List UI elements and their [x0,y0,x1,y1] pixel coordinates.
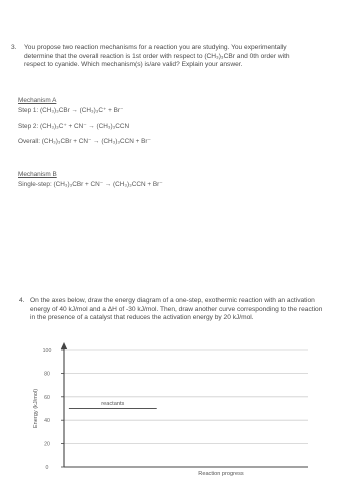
y-tick-label-80: 80 [44,371,50,378]
annotation-reactants: reactants [101,401,125,407]
mechanism-b-title: Mechanism B [18,171,57,178]
y-tick-label-20: 20 [44,441,50,448]
mechanism-a-title: Mechanism A [18,97,57,104]
y-axis-label: Energy (kJ/mol) [33,388,39,429]
y-tick-label-100: 100 [42,348,52,354]
y-axis-arrow-icon [61,342,67,349]
mechanism-a-overall: Overall: (CH₃)₃CBr + CN⁻ → (CH₃)₃CCN + Br⁻ [18,138,151,145]
mechanism-b-single-step: Single-step: (CH₃)₃CBr + CN⁻ → (CH₃)₃CCN + Br⁻ [18,181,163,188]
y-tick-label-60: 60 [44,394,50,401]
question-4-number: 4. [19,297,25,304]
mechanism-a-step-2: Step 2: (CH₃)₃C⁺ + CN⁻ → (CH₃)₃CCN [18,123,130,130]
question-4-text: On the axes below, draw the energy diagram of a one-step, exothermic reaction with an activation energy of 40 kJ/mol and a ΔH of -30 kJ/mol. Then, draw another curve corresponding to the reaction in the presence of a catalyst that reduces the activation energy by 20 kJ/mol. [30,297,323,322]
y-tick-label-0: 0 [45,465,49,471]
question-3-number: 3. [11,44,17,51]
y-tick-label-40: 40 [44,418,50,425]
mechanism-a-step-1: Step 1: (CH₃)₃CBr → (CH₃)₃C⁺ + Br⁻ [18,107,124,114]
x-axis-label: Reaction progress [198,471,244,477]
question-3-text: You propose two reaction mechanisms for a reaction you are studying. You experimentally determine that the overall reaction is 1st order with respect to (CH₃)₃CBr and 0th order with respect to cyanide. Which mechanism(s) is/are valid? Explain your answer. [24,44,290,69]
